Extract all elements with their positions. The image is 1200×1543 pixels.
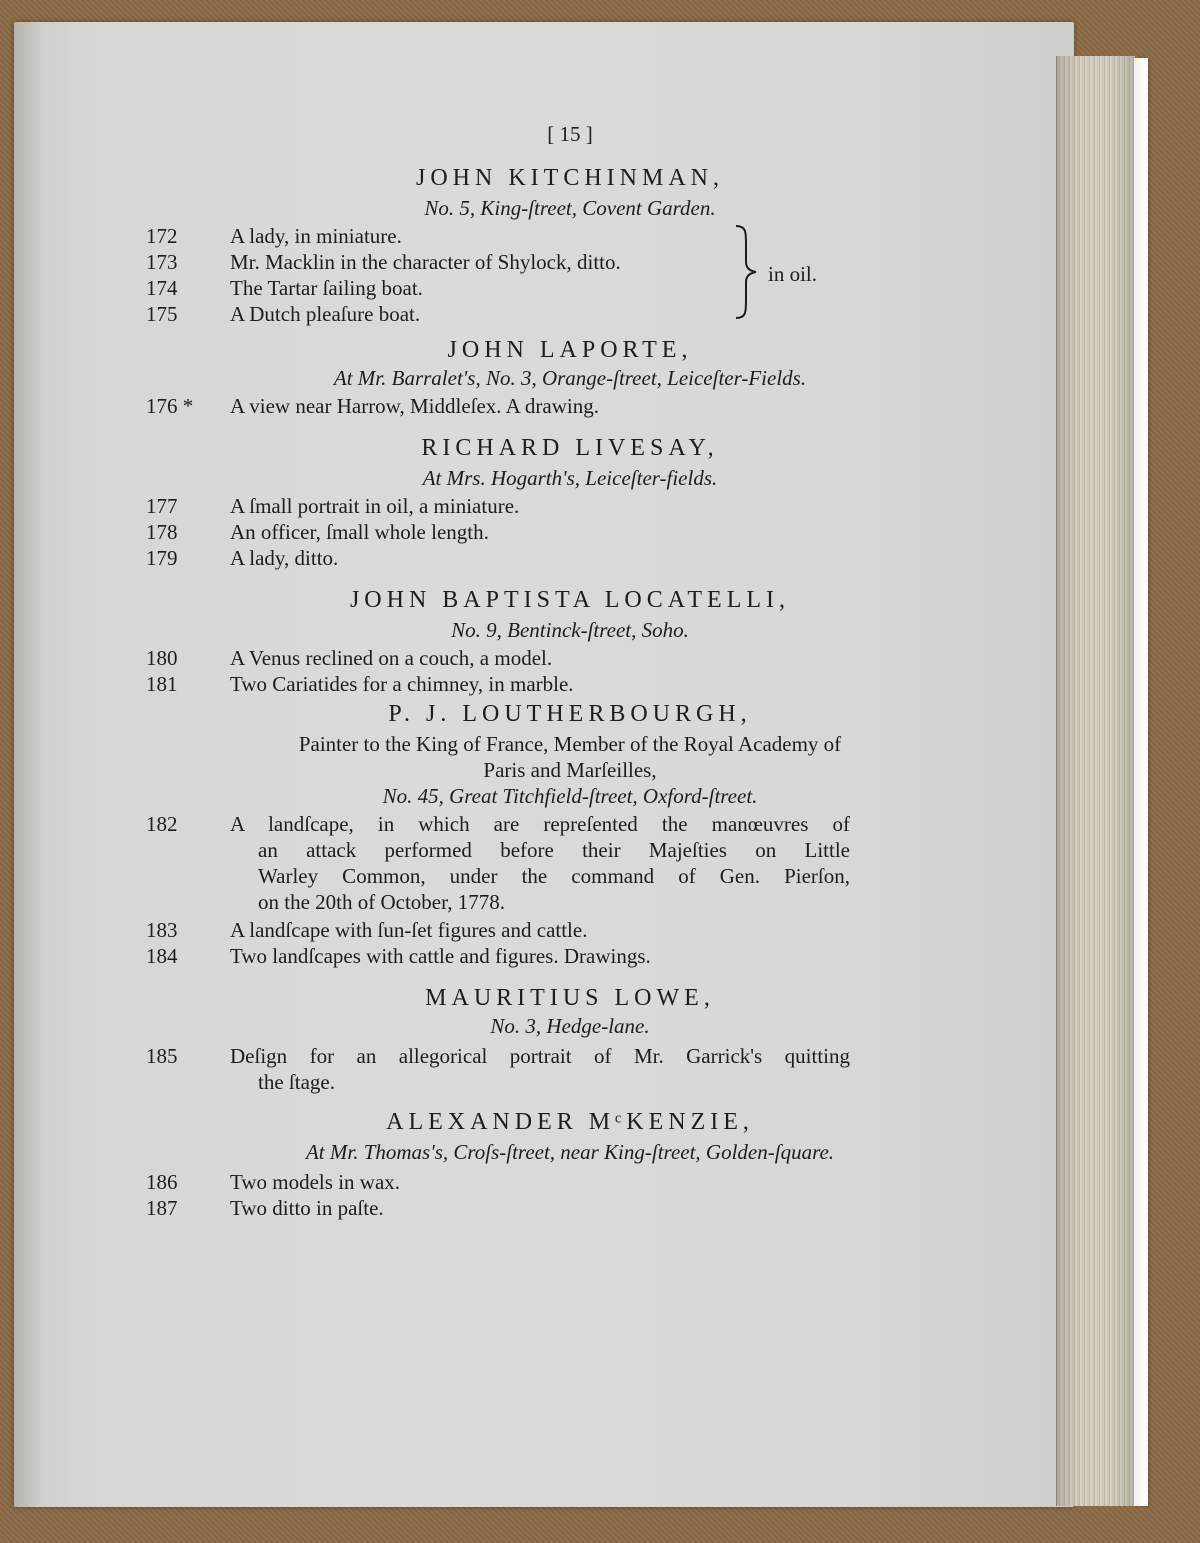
entry-number: 175 bbox=[146, 302, 178, 326]
entry-text: on the 20th of October, 1778. bbox=[258, 890, 506, 914]
brace-note: in oil. bbox=[768, 262, 818, 286]
entry-number: 185 bbox=[146, 1044, 178, 1068]
entry-number: 177 bbox=[146, 494, 178, 518]
entry-text: Two Cariatides for a chimney, in marble. bbox=[230, 672, 574, 696]
entry-text: Two landſcapes with cattle and figures. Drawings. bbox=[230, 944, 651, 968]
entry-text: A landſcape with ſun-ſet figures and cattle. bbox=[230, 918, 588, 942]
artist-address: No. 3, Hedge-lane. bbox=[490, 1014, 650, 1038]
entry-text: the ſtage. bbox=[258, 1070, 335, 1094]
entry-number: 178 bbox=[146, 520, 178, 544]
entry-number: 180 bbox=[146, 646, 178, 670]
artist-address: No. 9, Bentinck-ſtreet, Soho. bbox=[451, 618, 689, 642]
entry-text: A view near Harrow, Middleſex. A drawing. bbox=[230, 394, 599, 418]
entry-text: An officer, ſmall whole length. bbox=[230, 520, 489, 544]
entry-text: Warley Common, under the command of Gen. Pierſon, bbox=[258, 864, 850, 888]
entry-text: A Venus reclined on a couch, a model. bbox=[230, 646, 553, 670]
entry-text: A landſcape, in which are repreſented the manœuvres of bbox=[230, 812, 850, 836]
artist-name: MAURITIUS LOWE, bbox=[425, 985, 715, 1011]
artist-address: No. 5, King-ſtreet, Covent Garden. bbox=[424, 196, 716, 220]
entry-text: Mr. Macklin in the character of Shylock, ditto. bbox=[230, 250, 621, 274]
curly-brace-icon bbox=[732, 224, 758, 320]
entry-number: 186 bbox=[146, 1170, 178, 1194]
entry-number: 173 bbox=[146, 250, 178, 274]
page-number: [ 15 ] bbox=[547, 122, 593, 146]
entry-text: an attack performed before their Majeſties on Little bbox=[258, 838, 850, 862]
entry-text: A lady, in miniature. bbox=[230, 224, 402, 248]
entry-number: 182 bbox=[146, 812, 178, 836]
entry-text: A lady, ditto. bbox=[230, 546, 339, 570]
entry-number: 172 bbox=[146, 224, 178, 248]
entry-text: Deſign for an allegorical portrait of Mr. Garrick's quitting bbox=[230, 1044, 850, 1068]
artist-address: No. 45, Great Titchfield-ſtreet, Oxford-ſtreet. bbox=[382, 784, 758, 808]
entry-number: 176 * bbox=[146, 394, 194, 418]
artist-name: JOHN BAPTISTA LOCATELLI, bbox=[349, 587, 791, 613]
artist-name: RICHARD LIVESAY, bbox=[421, 435, 719, 461]
entry-number: 179 bbox=[146, 546, 178, 570]
artist-name: P. J. LOUTHERBOURGH, bbox=[388, 701, 752, 727]
entry-number: 183 bbox=[146, 918, 178, 942]
entry-text: Two ditto in paſte. bbox=[230, 1196, 384, 1220]
entry-text: The Tartar ſailing boat. bbox=[230, 276, 423, 300]
entry-text: Two models in wax. bbox=[230, 1170, 401, 1194]
artist-name: ALEXANDER MᶜKENZIE, bbox=[386, 1109, 754, 1135]
entry-number: 174 bbox=[146, 276, 178, 300]
artist-title: Paris and Marſeilles, bbox=[483, 758, 657, 782]
artist-name: JOHN KITCHINMAN, bbox=[416, 165, 724, 191]
entry-text: A Dutch pleaſure boat. bbox=[230, 302, 421, 326]
artist-address: At Mr. Thomas's, Croſs-ſtreet, near King-ſtreet, Golden-ſquare. bbox=[305, 1140, 835, 1164]
artist-name: JOHN LAPORTE, bbox=[447, 337, 693, 363]
entry-number: 184 bbox=[146, 944, 178, 968]
artist-address: At Mr. Barralet's, No. 3, Orange-ſtreet, Leiceſter-Fields. bbox=[333, 366, 807, 390]
entry-number: 187 bbox=[146, 1196, 178, 1220]
artist-address: At Mrs. Hogarth's, Leiceſter-fields. bbox=[422, 466, 718, 490]
entry-number: 181 bbox=[146, 672, 178, 696]
entry-text: A ſmall portrait in oil, a miniature. bbox=[230, 494, 520, 518]
artist-title: Painter to the King of France, Member of the Royal Academy of bbox=[298, 732, 842, 756]
